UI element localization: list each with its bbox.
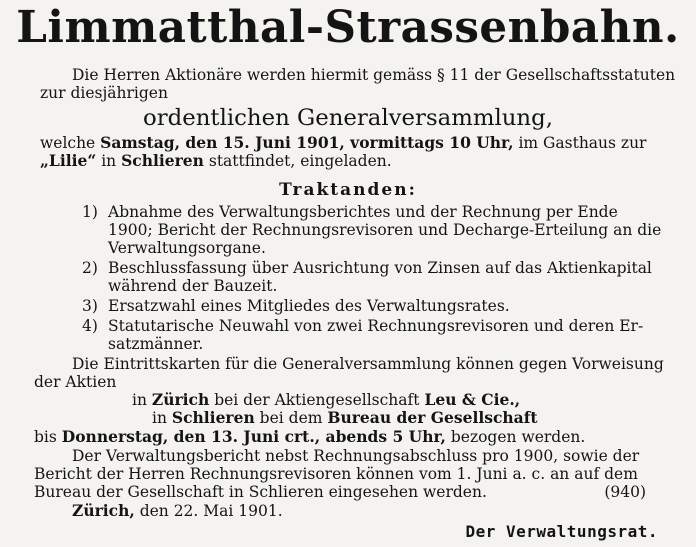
reference-number: (940) [604,483,646,501]
tickets-line-1: Die Eintrittskarten für die Generalversammlung können gegen Vorweisung [72,355,664,373]
loc1-mid: bei der Aktiengesellschaft [214,391,420,409]
agenda-line: satzmänner. [108,335,204,353]
loc1-town: Zürich [151,390,210,409]
meeting-date: Samstag, den 15. Juni 1901, vormittags 10 Uhr, [100,133,514,152]
date-rest: den 22. Mai 1901. [139,502,283,520]
intro-line-2: zur diesjährigen [40,84,168,102]
agenda-number: 4) [82,317,98,335]
deadline-date: Donnerstag, den 13. Juni crt., abends 5 Uhr, [61,427,446,446]
agenda-line: Verwaltungsorgane. [108,239,266,257]
place-mid: in [101,152,117,170]
dateline [72,502,283,520]
deadline-pre: bis [34,428,57,446]
deadline-post: bezogen werden. [450,428,586,446]
ticket-location-zurich [132,391,520,409]
agenda-line: Abnahme des Verwaltungsberichtes und der Rechnung per Ende [108,203,618,221]
meeting-place-line [40,152,392,170]
loc1-pre: in [132,391,147,409]
loc2-firm: Bureau der Gesellschaft [327,408,538,427]
loc2-town: Schlieren [171,408,255,427]
report-line-3: Bureau der Gesellschaft in Schlieren eingesehen werden. [34,483,487,501]
agenda-line: Ersatzwahl eines Mitgliedes des Verwaltungsrates. [108,297,510,315]
signature: Der Verwaltungsrat. [465,522,658,541]
report-line-2: Bericht der Herren Rechnungsrevisoren können vom 1. Juni a. c. an auf dem [34,465,638,483]
meeting-time-line [40,134,646,152]
agenda-number: 3) [82,297,98,315]
meeting-heading: ordentlichen Generalversammlung, [143,105,553,131]
when-pre: welche [40,134,96,152]
agenda-line: 1900; Bericht der Rechnungsrevisoren und Decharge-Erteilung an die [108,221,662,239]
date-city: Zürich, [72,501,135,520]
ticket-location-schlieren [152,409,538,427]
loc1-firm: Leu & Cie., [424,390,521,409]
agenda-number: 1) [82,203,98,221]
agenda-line: Statutarische Neuwahl von zwei Rechnungsrevisoren und deren Er- [108,317,644,335]
agenda-line: während der Bauzeit. [108,277,278,295]
agenda-number: 2) [82,259,98,277]
venue-town: Schlieren [121,151,204,170]
venue-name: „Lilie“ [40,151,97,170]
agenda-line: Beschlussfassung über Ausrichtung von Zinsen auf das Aktienkapital [108,259,652,277]
tickets-line-2: der Aktien [34,373,117,391]
deadline-line [34,428,585,446]
intro-line-1: Die Herren Aktionäre werden hiermit gemäss § 11 der Gesellschaftsstatuten [72,66,676,84]
report-line-1: Der Verwaltungsbericht nebst Rechnungsabschluss pro 1900, sowie der [72,447,640,465]
loc2-mid: bei dem [259,409,323,427]
place-post: stattfindet, eingeladen. [208,152,392,170]
notice-title: Limmatthal-Strassenbahn. [16,2,680,53]
when-post: im Gasthaus zur [518,134,647,152]
loc2-pre: in [152,409,167,427]
agenda-heading: Traktanden: [279,180,417,200]
